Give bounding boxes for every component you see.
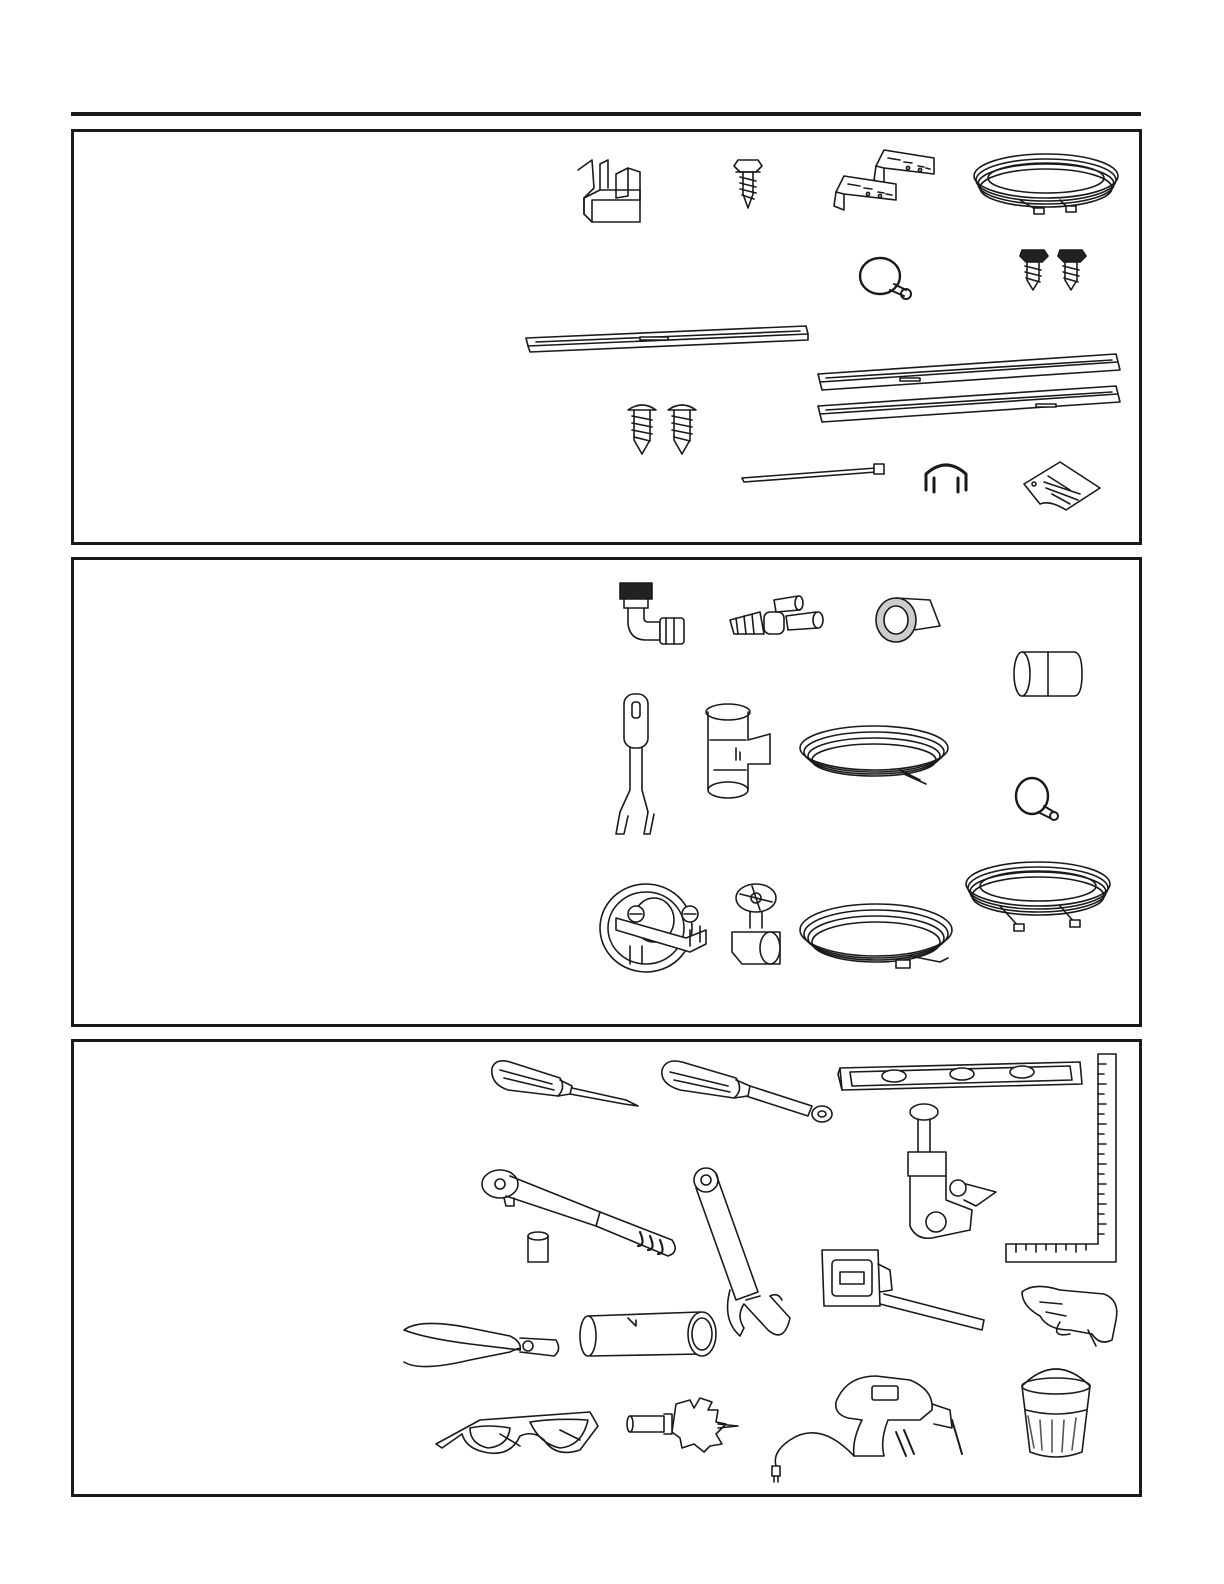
top-rule [71, 112, 1141, 116]
parts-supplied-panel [71, 129, 1142, 545]
tools-needed-panel [71, 1039, 1142, 1497]
parts-needed-panel [71, 557, 1142, 1027]
